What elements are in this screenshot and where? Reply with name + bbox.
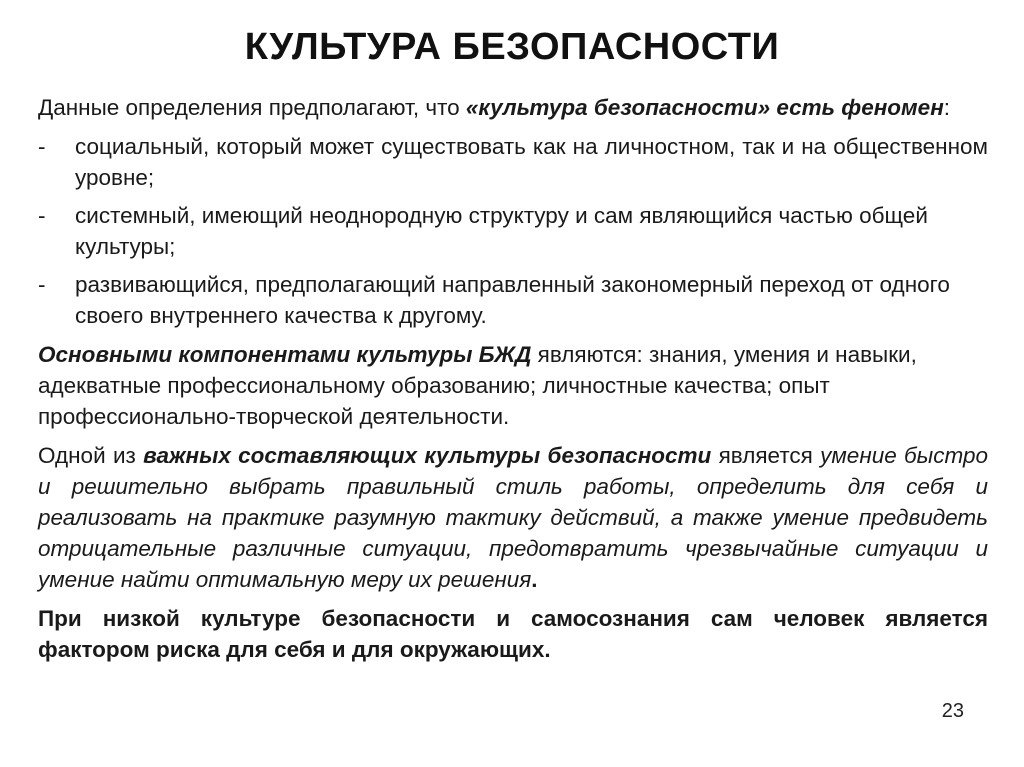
list-item [38,200,988,262]
feature-list [38,131,988,331]
list-item-text: системный, имеющий неоднородную структуру и сам являющийся частью общей культуры; [75,203,928,259]
list-dash: - [38,134,46,159]
list-item-text: социальный, который может существовать как на личностном, так и на общественном уровне; [75,134,988,190]
list-dash: - [38,272,46,297]
important-tail: . [531,567,538,592]
conclusion-paragraph: При низкой культуре безопасности и самосознания сам человек является фактором риска для себя и для окружающих. [38,606,988,662]
list-dash: - [38,203,46,228]
page-number: 23 [941,700,964,722]
important-lead: Одной из [38,443,144,468]
intro-tail: : [943,95,951,120]
components-paragraph [38,339,988,432]
important-middle: является [711,443,821,468]
intro-emphasis: «культура безопасности» есть феномен [465,95,944,120]
slide-title: КУЛЬТУРА БЕЗОПАСНОСТИ [244,26,780,68]
intro-lead: Данные определения предполагают, что [38,95,466,120]
list-item [38,131,988,193]
important-paragraph [38,440,988,595]
components-emphasis: Основными компонентами культуры БЖД [38,342,532,367]
important-italic: умение быстро и решительно выбрать правильный стиль работы, определить для себя и реализовать на практике разумную тактику действий, а также умение предвидеть отрицательные различные ситуации, предотвратить чрезвычайные ситуации и умение найти оптимальную меру их решения [38,443,989,592]
important-emphasis: важных составляющих культуры безопасности [143,443,712,468]
components-text: являются: знания, умения и навыки, адекватные профессиональному образованию; личностные качества; опыт профессионально-творческой деятельности. [38,342,917,429]
list-item-text: развивающийся, предполагающий направленный закономерный переход от одного своего внутреннего качества к другому. [75,272,950,328]
list-item [38,269,988,331]
slide-content [38,92,988,665]
intro-paragraph [38,92,988,123]
